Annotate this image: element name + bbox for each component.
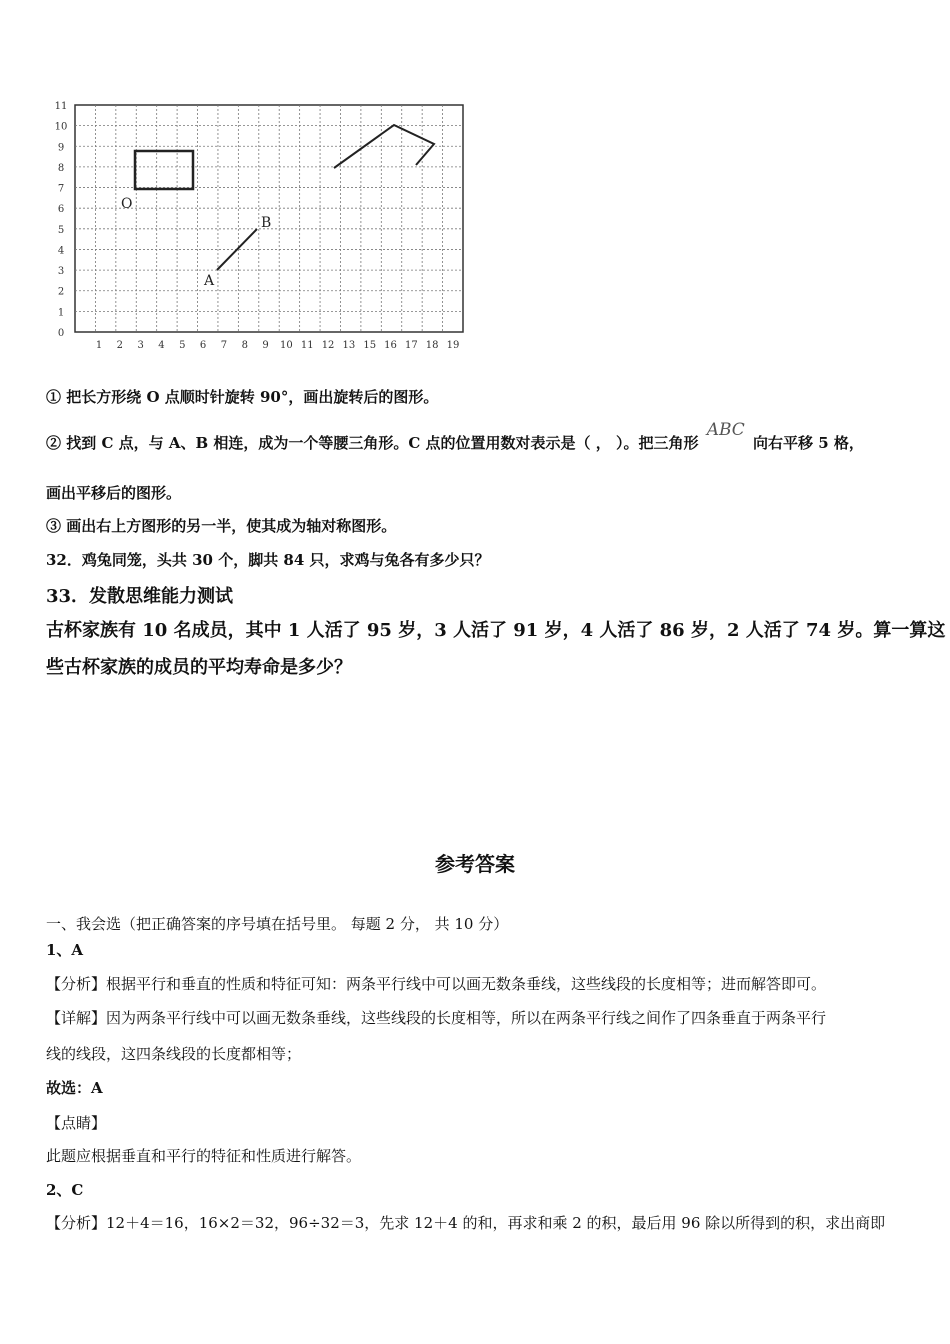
q31-item2-text-a: ② 找到 C 点，与 A、B 相连，成为一个等腰三角形。C 点的位置用数对表示是（ ， ）。把三角形 bbox=[46, 434, 699, 452]
answer-1-comment: 此题应根据垂直和平行的特征和性质进行解答。 bbox=[46, 1147, 362, 1165]
q31-item2-line2: 画出平移后的图形。 bbox=[46, 484, 182, 502]
y-tick-label: 8 bbox=[57, 162, 65, 174]
q31-item2-text-b: 向右平移 5 格， bbox=[753, 434, 864, 452]
point-a-label: A bbox=[204, 273, 215, 289]
y-tick-label: 1 bbox=[57, 307, 65, 319]
answer-1-choice: 故选：A bbox=[46, 1079, 103, 1097]
answer-1-analysis: 【分析】根据平行和垂直的性质和特征可知：两条平行线中可以画无数条垂线，这些线段的长度相等；进而解答即可。 bbox=[46, 975, 827, 993]
x-tick-label: 10 bbox=[280, 340, 293, 351]
triangle-abc-label: ABC bbox=[706, 420, 745, 440]
answer-1-detail-line2: 线的线段，这四条线段的长度都相等； bbox=[46, 1045, 302, 1063]
answer-2: 2、C bbox=[46, 1181, 84, 1199]
y-tick-label: 5 bbox=[57, 224, 65, 236]
q31-item2-line1 bbox=[46, 420, 864, 453]
x-tick-label: 13 bbox=[342, 340, 356, 351]
x-tick-label: 16 bbox=[384, 340, 397, 351]
answer-1: 1、A bbox=[46, 941, 84, 959]
x-axis-ticks bbox=[96, 340, 460, 351]
rectangle-shape bbox=[135, 151, 193, 189]
coordinate-grid-figure bbox=[55, 100, 475, 355]
x-tick-label: 5 bbox=[179, 340, 186, 351]
q31-item3: ③ 画出右上方图形的另一半，使其成为轴对称图形。 bbox=[46, 517, 397, 535]
y-tick-label: 4 bbox=[57, 245, 65, 257]
question-33-line1: 古杯家族有 10 名成员，其中 1 人活了 95 岁，3 人活了 91 岁，4 人活了 86 岁，2 人活了 74 岁。算一算这 bbox=[46, 620, 946, 641]
answer-2-analysis: 【分析】12＋4＝16，16×2＝32，96÷32＝3，先求 12＋4 的和，再求和乘 2 的积，最后用 96 除以所得到的积，求出商即 bbox=[46, 1214, 886, 1232]
y-tick-label: 11 bbox=[55, 101, 68, 112]
question-33-title: 33．发散思维能力测试 bbox=[46, 586, 234, 607]
y-tick-label: 7 bbox=[57, 183, 65, 195]
y-axis-ticks bbox=[55, 101, 67, 339]
x-tick-label: 15 bbox=[363, 340, 377, 351]
question-32: 32．鸡兔同笼，头共 30 个，脚共 84 只，求鸡与兔各有多少只？ bbox=[46, 551, 490, 569]
y-tick-label: 6 bbox=[57, 204, 65, 216]
answers-title: 参考答案 bbox=[435, 852, 515, 876]
x-tick-label: 12 bbox=[321, 340, 335, 351]
x-tick-label: 1 bbox=[95, 340, 103, 351]
answer-1-detail-line1: 【详解】因为两条平行线中可以画无数条垂线，这些线段的长度相等，所以在两条平行线之间作了四条垂直于两条平行 bbox=[46, 1009, 827, 1027]
point-o-label: O bbox=[121, 196, 133, 212]
question-33-line2: 些古杯家族的成员的平均寿命是多少？ bbox=[46, 657, 352, 678]
y-tick-label: 10 bbox=[55, 121, 68, 133]
x-tick-label: 11 bbox=[300, 340, 314, 351]
x-tick-label: 6 bbox=[199, 340, 207, 351]
answer-1-comment-title: 【点睛】 bbox=[46, 1114, 107, 1132]
x-tick-label: 2 bbox=[116, 340, 124, 351]
x-tick-label: 4 bbox=[158, 340, 165, 351]
y-tick-label: 2 bbox=[57, 286, 65, 298]
x-tick-label: 18 bbox=[425, 340, 439, 351]
point-b-label: B bbox=[261, 215, 272, 231]
y-tick-label: 9 bbox=[57, 142, 65, 154]
x-tick-label: 3 bbox=[137, 340, 144, 351]
y-tick-label: 0 bbox=[57, 328, 65, 339]
x-tick-label: 9 bbox=[262, 340, 269, 351]
x-tick-label: 7 bbox=[220, 340, 228, 351]
answers-section-1: 一、我会选（把正确答案的序号填在括号里。 每题 2 分， 共 10 分） bbox=[46, 915, 509, 933]
x-tick-label: 17 bbox=[404, 340, 418, 351]
x-tick-label: 8 bbox=[241, 340, 248, 351]
x-tick-label: 19 bbox=[446, 340, 460, 351]
q31-item1: ① 把长方形绕 O 点顺时针旋转 90°，画出旋转后的图形。 bbox=[46, 388, 439, 406]
y-tick-label: 3 bbox=[57, 266, 65, 278]
